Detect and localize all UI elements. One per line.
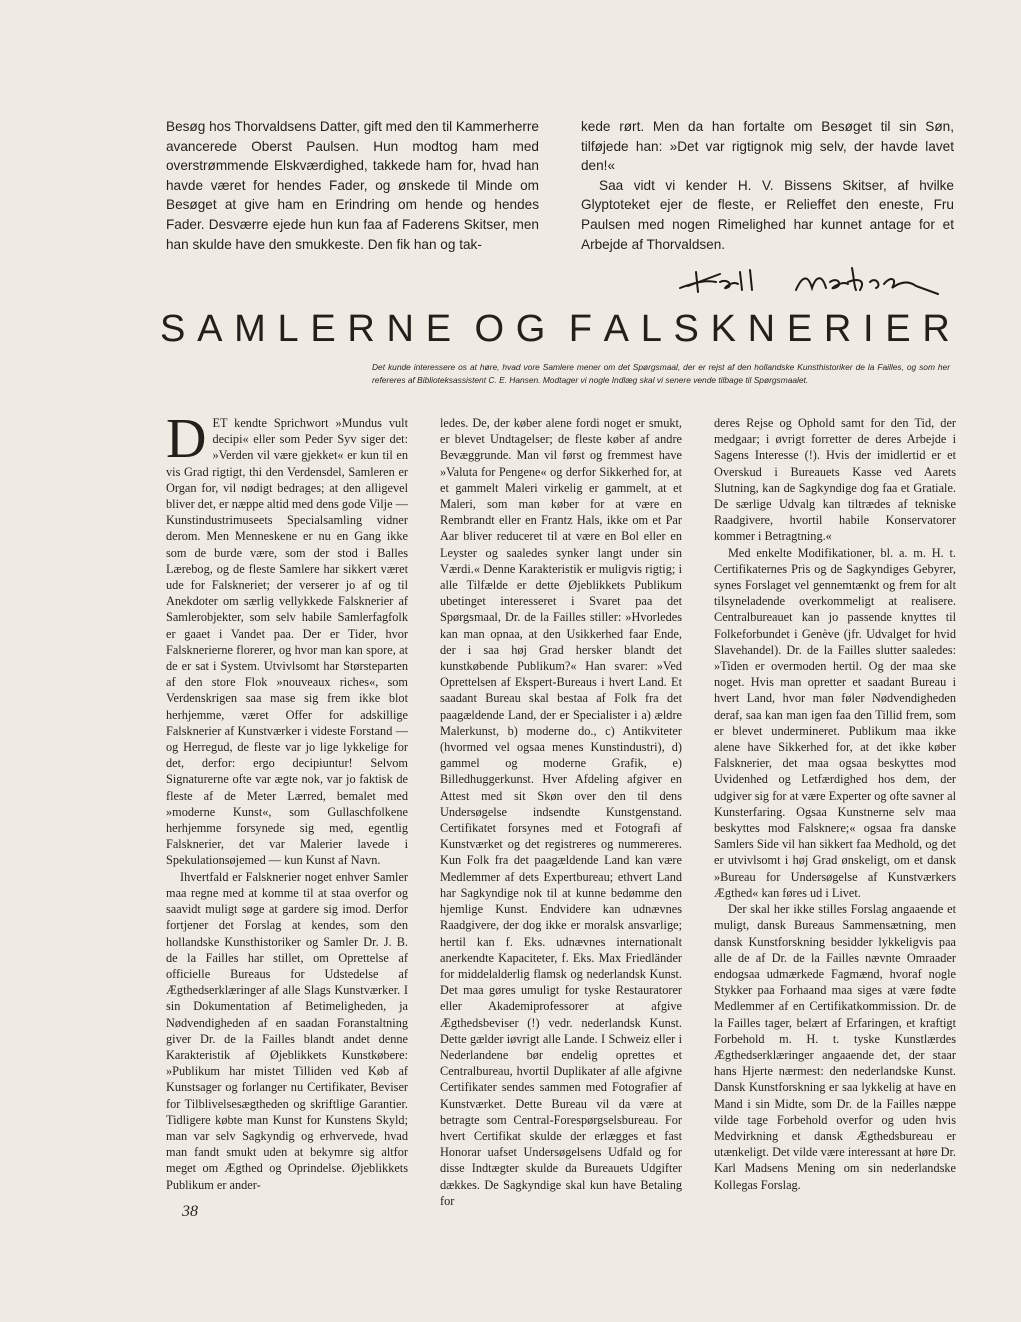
article-paragraph: Der skal her ikke stilles Forslag angaaende et muligt, dansk Bureaus Sammensætning, men dansk Kunstforskning besidder lykkeligvis paa alle de af Dr. de la Failles nævnte Omraader endogsaa udmærkede Fagmænd, hvoraf nogle Stykker paa Forhaand maa siges at være fødte Medlemmer af en Certifikatkommission. Dr. de la Failles tager, belært af Erfaringen, et kraftigt Forbehold m. H. t. tyske Kunstlærdes Ægthedserklæringer angaaende det, der staar hans Hjerte nærmest: den nederlandske Kunst. Dansk Kunstforskning er saa lykkelig at have en Mand i sin Midte, som Dr. de la Failles næppe vilde tage Forbehold overfor og uden hvis Medvirkning et dansk Ægthedsbureau er utænkeligt. Det vilde være interessant at høre Dr. Karl Madsens Mening om sin nederlandske Kollegas Forslag. [714,902,956,1192]
title-letter: R [823,308,852,350]
title-letter: E [786,308,813,350]
title-letter: M [234,308,266,350]
title-letter: O [474,308,505,350]
previous-article-column-1 [166,117,539,254]
title-letter: R [347,308,375,350]
previous-article-column-2 [581,117,954,254]
title-letter: E [885,308,911,350]
article-column-2 [440,415,682,1209]
paragraph-text: ET kendte Sprichwort »Mundus vult decipi« eller som Peder Syv siger det: »Verden vil være gjekket« er kun til en vis Grad rigtigt, thi den Verdensdel, Samleren er Organ for, vil nødigt bedrages; at den alligevel bliver det, er næppe altid med dens gode Vilje — Kunstindustrimuseets Specialsamling vidner derom. Men Menneskene er nu en Gang ikke som de burde være, som der stod i Balles Lærebog, og de fleste Samlere har sikkert været ude for Falskneriet; der verserer jo af og til Anekdoter om særlig vellykkede Falsknerier af Samlerobjekter, som selv habile Samlerfagfolk er gaaet i Vandet paa. Der er Tider, hvor Falsknerierne florerer, og hvor man kan spore, at de er sat i System. Utvivlsomt har Størsteparten af den store Flok »nouveaux riches«, som Verdenskrigen saa mase sig frem ikke blot herhjemme, været Offer for adskillige Falsknerier af Kunstværker i videste Forstand — og Herregud, de fleste var jo lige lykkelige for det, derfor: ergo decipiuntur! Selvom Signaturerne ofte var ægte nok, var jo faktisk de fleste af de Meter Lærred, bemalet med »moderne Kunst«, som Gullaschfolkene herhjemme forsynede sig med, egentlig Falsknerier, det var Malerier lavede i Spekulationsøjemed — kun Kunst af Navn. [166,416,408,868]
article-paragraph [166,408,408,869]
title-letter: G [515,308,546,350]
previous-article-paragraph: Saa vidt vi kender H. V. Bissens Skitser, af hvilke Glyptoteket ejer de fleste, er Relieffet den eneste, Fru Paulsen med nogen Rimelighed har kunnet antage for et Arbejde af Thorvaldsen. [581,177,954,252]
article-paragraph: ledes. De, der køber alene fordi noget er smukt, er blevet Undtagelser; de fleste køber af andre Bevæggrunde. Man vil først og fremmest have »Valuta for Pengene« og derfor Sikkerhed for, at et gammelt Maleri virkelig er gammelt, at et Maleri, som man køber for at være en Rembrandt eller en Frantz Hals, ikke om et Par Aar bliver reduceret til at være en Bol eller en Leyster og saaledes synker langt under sin Værdi.« Denne Karakteristik er muligvis rigtig; i alle Tilfælde er dette Øjeblikkets Publikum ubetinget interesseret i Svaret paa det Spørgsmaal, Dr. de la Failles stiller: »Hvorledes kan man opnaa, at den Usikkerhed faar Ende, der i saa høj Grad hersker blandt det kunstkøbende Publikum?« Han svarer: »Ved Oprettelsen af Ekspert-Bureaus i hvert Land. Et saadant Bureau skal bestaa af Folk fra det paagældende Land, der er Specialister i a) ældre Malerkunst, b) moderne do., c) Antikviteter (hvormed vel ogsaa menes Kunstindustri), d) gammel og moderne Grafik, e) Billedhuggerkunst. Hver Afdeling afgiver en Attest med sit Skøn over den til dens Undersøgelse indsendte Kunstgenstand. Certifikatet forsynes med et Fotografi af Kunstværket og det registreres og nummereres. Kun Folk fra det paagældende Land kan være Medlemmer af dets Expertbureau; ethvert Land har Sagkyndige nok til at kunne bedømme den hjemlige Kunst. Endvidere kan udnævnes Raadgivere, der dog ikke er moralsk ansvarlige; hertil kan f. Eks. udnævnes internationalt anerkendte Kapaciteter, f. Eks. Max Friedländer for middelalderlig flamsk og nederlandsk Kunst. Det maa gøres umuligt for tyske Restauratorer eller Akademiprofessorer at afgive Ægthedsbeviser (!) vedr. nederlandsk Kunst. Dette gælder iøvrigt alle Lande. I Schweiz eller i Nederlandene bør endelig oprettes et Centralbureau, hvortil Duplikater af alle afgivne Certifikater sendes sammen med Fotografier af Kunstværket. Dette Bureau vil da være at betragte som Central-Forespørgselsbureau. For hvert Certifikat skulde der erlægges et fast Honorar uafset Undersøgelsens Udfald og for disse Indtægter skulde da Bureauets Udgifter dækkes. De Sagkyndige skal kun have Betaling for [440,416,682,1208]
title-letter: E [310,308,336,350]
title-letter: F [568,308,592,350]
drop-cap: D [166,408,207,470]
title-letter: N [386,308,414,350]
article-paragraph: deres Rejse og Ophold samt for den Tid, der medgaar; i øvrigt forretter de deres Arbejde i Sagens Interesse (!). Hvis der imidlertid er et Overskud i Bureauets Kasse ved Aarets Slutning, kan de Sagkyndige dog faa et Gratiale. De særlige Udvalg kan tiltrædes af tekniske Raadgivere, hvortil habile Konservatorer kommer i Betragtning.« [714,416,956,544]
title-letter: E [425,308,452,350]
title-letter: S [673,308,699,350]
article-paragraph: Med enkelte Modifikationer, bl. a. m. H. t. Certifikaternes Pris og de Sagkyndiges Gebyrer, synes Forslaget vel gennemtænkt og frem for alt tilsyneladende overkommeligt at realisere. Centralbureauet kan jo passende knyttes til Folkeforbundet i Genève (jfr. Udvalget for hvid Slavehandel). Dr. de la Failles slutter saaledes: »Tiden er overmoden hertil. Og der maa ske noget. Hvis man opretter et saadant Bureau i hvert Land, hvor man føler Nødvendigheden deraf, saa kan man igen faa den Tillid frem, som er blevet undermineret. Publikum maa ikke alene have Sikkerhed for, at det ikke køber Falsknerier, det maa ogsaa beskyttes mod Uvidenhed og Letfærdighed hos dem, der udgiver sig for at være Experter og ofte savner al Kunsterfaring. Ogsaa Kunstnerne selv maa beskyttes mod Falsknere;« ogsaa fra danske Samlers Side vil han sikkert faa Medhold, og det er utvivlsomt i høj Grad ønskeligt, om et dansk »Bureau for Undersøgelse af Kunstværkers Ægthed« kan føres ud i Livet. [714,545,956,900]
title-letter: I [863,308,874,350]
previous-article-paragraph: Besøg hos Thorvaldsens Datter, gift med den til Kammerherre avancerede Oberst Paulsen. Hun modtog ham med overstrømmende Elskværdighed, takkede ham for, hvad han havde været for hendes Fader, og ønskede til Minde om Besøget at give ham en Erindring om hende og hendes Fader. Desværre ejede hun kun faa af Faderens Skitser, men han skulde have den smukkeste. Den fik han og tak- [166,119,539,252]
title-letter: N [747,308,776,350]
article-body [166,408,956,1209]
author-signature [676,252,956,302]
page-number: 38 [182,1203,198,1220]
previous-article-ending [166,117,954,254]
title-letter: A [197,308,223,350]
title-letter: A [603,308,629,350]
article-column-3 [714,415,956,1209]
previous-article-paragraph: kede rørt. Men da han fortalte om Besøget til sin Søn, tilføjede han: »Det var rigtignok mig selv, der havde lavet den!« [581,119,954,174]
title-letter: K [710,308,736,350]
article-column-1 [166,408,408,1209]
title-letter: L [277,308,299,350]
title-letter: L [640,308,662,350]
article-title [160,308,950,351]
title-letter: S [160,308,186,350]
editorial-intro: Det kunde interessere os at høre, hvad vore Samlere mener om det Spørgsmaal, der er rejst af den hollandske Kunsthistoriker de la Failles, og som her refereres af Biblioteksassistent C. E. Hansen. Modtager vi nogle Indlæg skal vi senere vende tilbage til Spørgsmaalet. [372,362,950,385]
title-letter: R [922,308,950,350]
article-paragraph: Ihvertfald er Falsknerier noget enhver Samler maa regne med at komme til at staa overfor og saavidt muligt søge at gardere sig imod. Derfor fortjener det Forslag at kendes, som den hollandske Kunsthistoriker og Samler Dr. J. B. de la Failles har stillet, om Oprettelse af officielle Bureaus for Udstedelse af Ægthedserklæringer af alle Slags Kunstværker. I sin Dokumentation af Betimeligheden, ja Nødvendigheden af en saadan Foranstaltning giver Dr. de la Failles blandt andet denne Karakteristik af Øjeblikkets Kunstkøbere: »Publikum har mistet Tilliden ved Køb af Kunstsager og forlanger nu Certifikater, Beviser for Tilblivelsesægtheden og skriftlige Garantier. Tidligere købte man Kunst for Kunstens Skyld; man var selv Sagkyndig og erhvervede, hvad man fandt smukt uden at bekymre sig altfor meget om Ægthed og Oprindelse. Øjeblikkets Publikum er ander- [166,869,408,1192]
